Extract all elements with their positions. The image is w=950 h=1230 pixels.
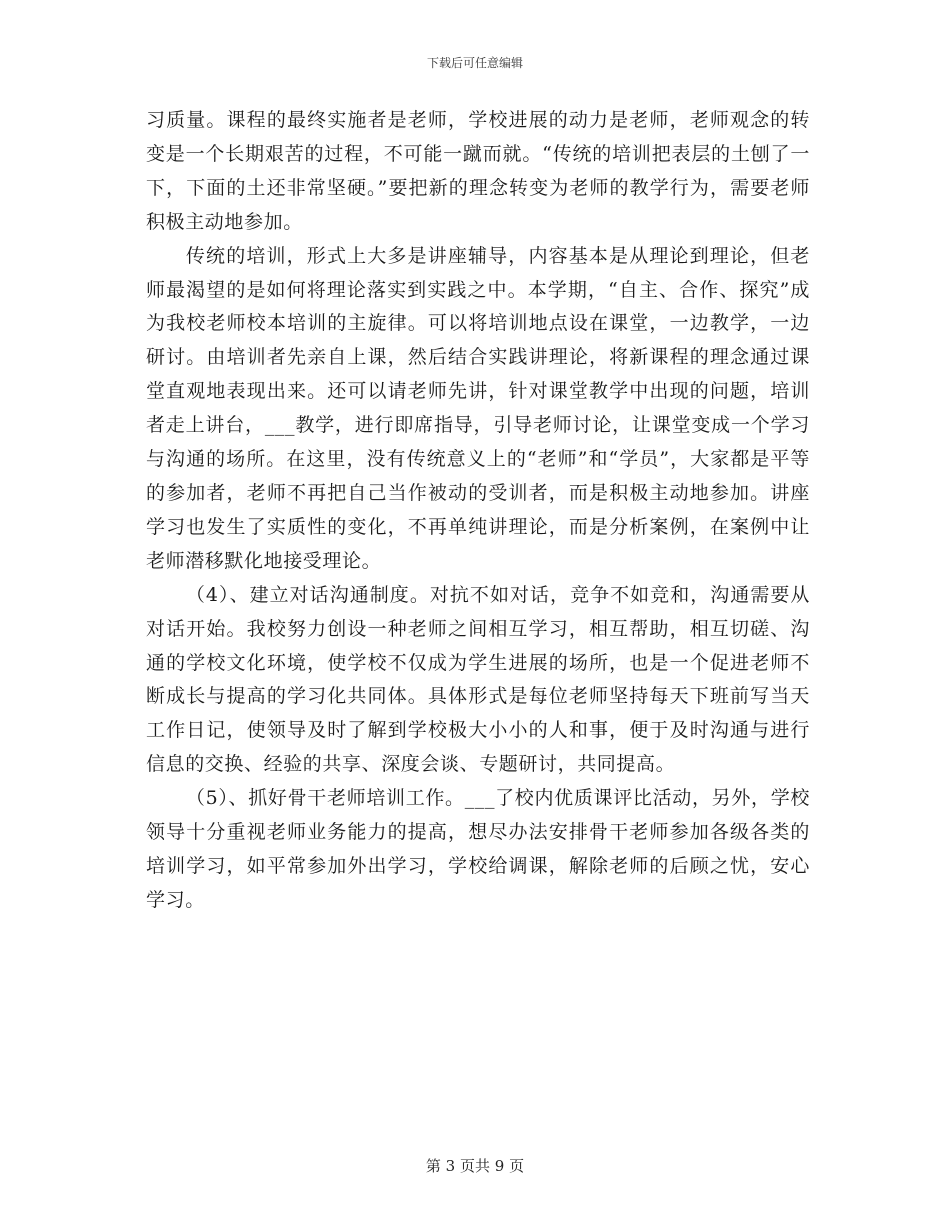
page-header: 下载后可任意编辑	[426, 56, 523, 70]
page-footer: 第 3 页共 9 页	[425, 1157, 525, 1175]
document-body	[146, 104, 810, 918]
paragraph-2: 传统的培训，形式上大多是讲座辅导，内容基本是从理论到理论，但老师最渴望的是如何将理论落实到实践之中。本学期，“自主、合作、探究”成为我校老师校本培训的主旋律。可以将培训地点设在课堂，一边教学，一边研讨。由培训者先亲自上课，然后结合实践讲理论，将新课程的理念通过课堂直观地表现出来。还可以请老师先讲，针对课堂教学中出现的问题，培训者走上讲台，___教学，进行即席指导，引导老师讨论，让课堂变成一个学习与沟通的场所。在这里，没有传统意义上的“老师”和“学员”，大家都是平等的参加者，老师不再把自己当作被动的受训者，而是积极主动地参加。讲座学习也发生了实质性的变化，不再单纯讲理论，而是分析案例，在案例中让老师潜移默化地接受理论。	[146, 244, 810, 572]
paragraph-1: 习质量。课程的最终实施者是老师，学校进展的动力是老师，老师观念的转变是一个长期艰苦的过程，不可能一蹴而就。“传统的培训把表层的土刨了一下，下面的土还非常坚硬。”要把新的理念转变为老师的教学行为，需要老师积极主动地参加。	[146, 109, 810, 233]
paragraph-3: （4）、建立对话沟通制度。对抗不如对话，竞争不如竞和，沟通需要从对话开始。我校努力创设一种老师之间相互学习，相互帮助，相互切磋、沟通的学校文化环境，使学校不仅成为学生进展的场所，也是一个促进老师不断成长与提高的学习化共同体。具体形式是每位老师坚持每天下班前写当天工作日记，使领导及时了解到学校极大小小的人和事，便于及时沟通与进行信息的交换、经验的共享、深度会谈、专题研讨，共同提高。	[146, 583, 810, 776]
paragraph-4: （5）、抓好骨干老师培训工作。___了校内优质课评比活动，另外，学校领导十分重视老师业务能力的提高，想尽办法安排骨干老师参加各级各类的培训学习，如平常参加外出学习，学校给调课，解除老师的后顾之忧，安心学习。	[146, 787, 810, 911]
